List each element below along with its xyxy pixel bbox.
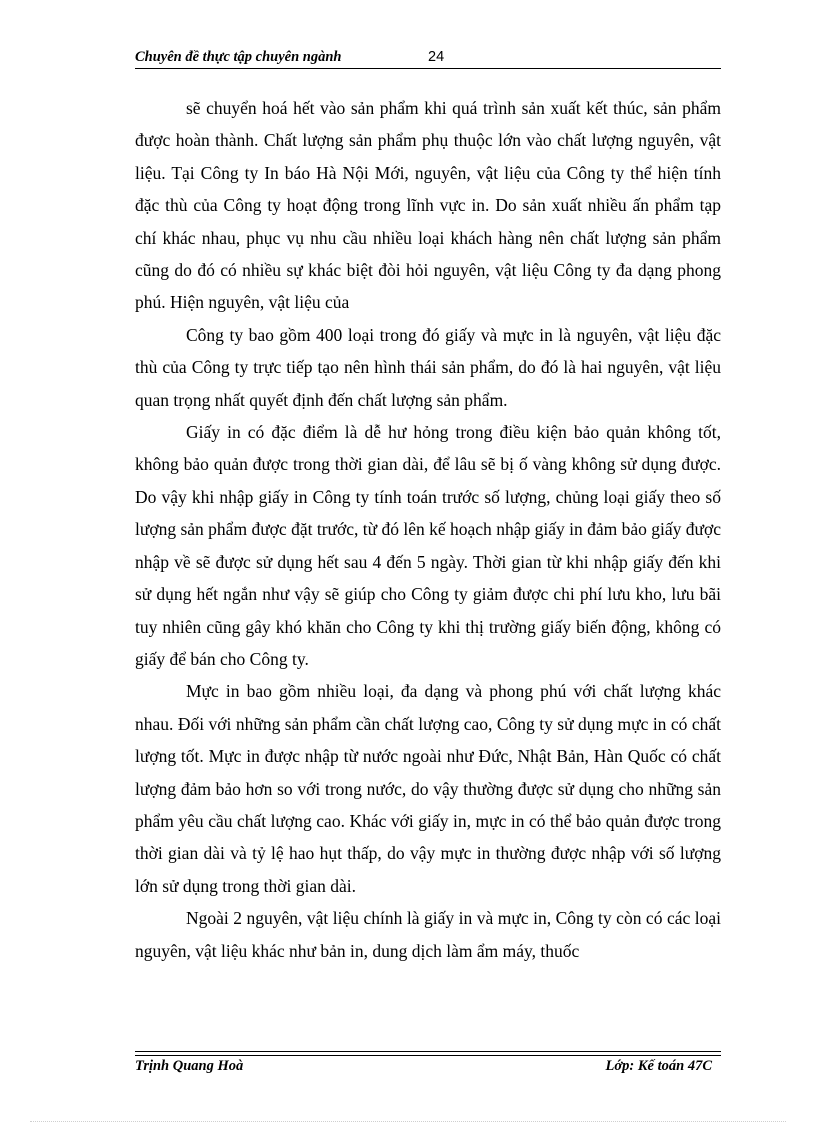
footer-author: Trịnh Quang Hoà — [135, 1058, 244, 1074]
page-edge-dotted-line — [30, 1121, 786, 1122]
footer-class: Lớp: Kế toán 47C — [605, 1058, 712, 1074]
paragraph-5: Ngoài 2 nguyên, vật liệu chính là giấy in và mực in, Công ty còn có các loại nguyên, vật liệu khác như bản in, dung dịch làm ẩm máy, thuốc — [135, 908, 721, 961]
page-header — [135, 49, 721, 69]
page-number: 24 — [428, 49, 445, 65]
footer-divider-bottom — [135, 1055, 721, 1056]
paragraph-3: Giấy in có đặc điểm là dễ hư hỏng trong điều kiện bảo quản không tốt, không bảo quản được trong thời gian dài, để lâu sẽ bị ố vàng không sử dụng được. Do vậy khi nhập giấy in Công ty tính toán trước số lượng, chủng loại giấy theo số lượng sản phẩm được đặt trước, từ đó lên kế hoạch nhập giấy in đảm bảo giấy được nhập về sẽ được sử dụng hết sau 4 đến 5 ngày. Thời gian từ khi nhập giấy đến khi sử dụng hết ngắn như vậy sẽ giúp cho Công ty giảm được chi phí lưu kho, lưu bãi tuy nhiên cũng gây khó khăn cho Công ty khi thị trường giấy biến động, không có giấy để bán cho Công ty. — [135, 422, 721, 669]
footer-divider-top — [135, 1051, 721, 1052]
header-divider — [135, 68, 721, 69]
paragraph-4: Mực in bao gồm nhiều loại, đa dạng và phong phú với chất lượng khác nhau. Đối với những sản phẩm cần chất lượng cao, Công ty sử dụng mực in có chất lượng tốt. Mực in được nhập từ nước ngoài như Đức, Nhật Bản, Hàn Quốc có chất lượng đảm bảo hơn so với trong nước, do vậy thường được sử dụng cho những sản phẩm yêu cầu chất lượng cao. Khác với giấy in, mực in có thể bảo quản được trong thời gian dài và tỷ lệ hao hụt thấp, do vậy mực in thường được nhập với số lượng lớn sử dụng trong thời gian dài. — [135, 681, 721, 896]
header-title: Chuyên đề thực tập chuyên ngành — [135, 49, 342, 65]
paragraph-1: sẽ chuyển hoá hết vào sản phẩm khi quá trình sản xuất kết thúc, sản phẩm được hoàn thành. Chất lượng sản phẩm phụ thuộc lớn vào chất lượng nguyên, vật liệu. Tại Công ty In báo Hà Nội Mới, nguyên, vật liệu của Công ty thể hiện tính đặc thù của Công ty hoạt động trong lĩnh vực in. Do sản xuất nhiều ấn phẩm tạp chí khác nhau, phục vụ nhu cầu nhiều loại khách hàng nên chất lượng sản phẩm cũng do đó có nhiều sự khác biệt đòi hỏi nguyên, vật liệu Công ty đa dạng phong phú. Hiện nguyên, vật liệu của — [135, 98, 721, 313]
body-text — [135, 92, 721, 967]
paragraph-2: Công ty bao gồm 400 loại trong đó giấy và mực in là nguyên, vật liệu đặc thù của Công ty trực tiếp tạo nên hình thái sản phẩm, do đó là hai nguyên, vật liệu quan trọng nhất quyết định đến chất lượng sản phẩm. — [135, 324, 721, 410]
page-footer — [135, 1058, 721, 1078]
